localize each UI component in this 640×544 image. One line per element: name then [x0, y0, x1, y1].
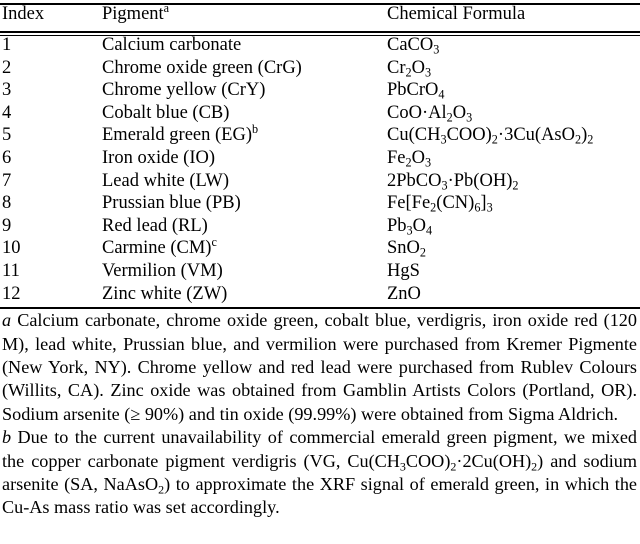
cell-pigment: Iron oxide (IO) [102, 147, 216, 168]
cell-pigment: Carmine (CM)$^c$ [102, 235, 217, 259]
table-row [0, 81, 640, 104]
table-body [0, 36, 640, 307]
cell-pigment: Zinc white (ZW) [102, 283, 228, 304]
cell-index: 5 [2, 125, 12, 146]
footnote-a [2, 309, 637, 426]
cell-chemical-formula: $Cr_2O_3$ [387, 57, 432, 79]
table-row [0, 149, 640, 172]
footnote-marker-a: a [2, 310, 12, 331]
cell-chemical-formula: $Pb_3O_4$ [387, 215, 433, 238]
table-row [0, 126, 640, 149]
table-row [0, 217, 640, 240]
footnote-text: Due to the current unavailability of commercial emerald green pigment, we mixed the copper carbonate pigment verdigris (VG, $Cu(CH_3COO)_2\cdot 2Cu(OH)_2$) and sodium arsenite (SA, NaAsO$_2$) to approximate the XRF signal of emerald green, in which the Cu-As mass ratio was set accordingly. [2, 427, 637, 518]
table-row [0, 285, 640, 308]
table-row [0, 36, 640, 59]
column-header-index [0, 5, 102, 31]
pigment-table [0, 0, 640, 31]
cell-index: 7 [2, 170, 12, 191]
footnote-b [2, 426, 637, 520]
cell-index: 9 [2, 215, 12, 236]
cell-index: 8 [2, 193, 12, 214]
cell-index: 4 [2, 102, 12, 123]
footnote-marker-ref: b [251, 122, 259, 137]
column-header-pigment [102, 0, 387, 31]
table-row [0, 239, 640, 262]
header-row [0, 5, 640, 31]
cell-pigment: Chrome oxide green (CrG) [102, 57, 302, 78]
footnote-text: Calcium carbonate, chrome oxide green, cobalt blue, verdigris, iron oxide red (120 M), lead white, Prussian blue, and vermilion were purchased from Kremer Pigmente (New York, NY). Chrome yellow and red lead were purchased from Rublev Colours (Willits, CA). Zinc oxide was obtained from Gamblin Artists Colors (Portland, OR). Sodium arsenite (≥ 90%) and tin oxide (99.99%) were obtained from Sigma Aldrich. [2, 310, 637, 424]
cell-index: 10 [2, 238, 21, 259]
cell-pigment: Lead white (LW) [102, 170, 230, 191]
cell-pigment: Chrome yellow (CrY) [102, 80, 266, 101]
column-header-pigment-label: Pigment [102, 4, 164, 24]
column-header-formula-label: Chemical Formula [387, 4, 526, 24]
table-row [0, 262, 640, 285]
cell-pigment: Cobalt blue (CB) [102, 102, 230, 123]
footnote-marker-ref: c [211, 235, 217, 250]
cell-chemical-formula: $CoO\cdot Al_2O_3$ [387, 102, 473, 125]
table-row [0, 59, 640, 82]
cell-index: 1 [2, 35, 12, 55]
cell-pigment: Prussian blue (PB) [102, 193, 241, 214]
cell-pigment: Red lead (RL) [102, 215, 208, 236]
table-footnotes [0, 309, 640, 520]
cell-index: 2 [2, 57, 12, 78]
cell-pigment: Calcium carbonate [102, 35, 242, 55]
footnote-marker-b: b [2, 427, 12, 448]
cell-index: 3 [2, 80, 12, 101]
cell-index: 11 [2, 260, 20, 281]
column-header-index-label: Index [2, 4, 45, 24]
cell-chemical-formula: PbCrO$_4$ [387, 80, 445, 102]
cell-pigment: Emerald green (EG)$^b$ [102, 122, 259, 146]
table-row [0, 104, 640, 127]
cell-chemical-formula: SnO$_2$ [387, 238, 427, 260]
table-row [0, 172, 640, 195]
table-header [0, 0, 640, 31]
cell-chemical-formula: $2PbCO_3\cdot Pb(OH)_2$ [387, 170, 519, 192]
cell-chemical-formula: CaCO$_3$ [387, 35, 440, 57]
cell-chemical-formula: $Fe_2O_3$ [387, 147, 432, 170]
cell-pigment: Vermilion (VM) [102, 260, 223, 281]
footnote-marker-a-ref: a [163, 0, 170, 15]
cell-chemical-formula: ZnO [387, 283, 421, 304]
table-row [0, 194, 640, 217]
pigment-table-body [0, 36, 640, 307]
cell-index: 12 [2, 283, 21, 304]
cell-chemical-formula: $Cu(CH_3COO)_2\cdot 3Cu(AsO_2)_2$ [387, 125, 594, 147]
cell-chemical-formula: $Fe[Fe_2(CN)_6]_3$ [387, 193, 493, 215]
cell-chemical-formula: HgS [387, 260, 420, 281]
column-header-formula [387, 5, 640, 31]
cell-index: 6 [2, 147, 12, 168]
